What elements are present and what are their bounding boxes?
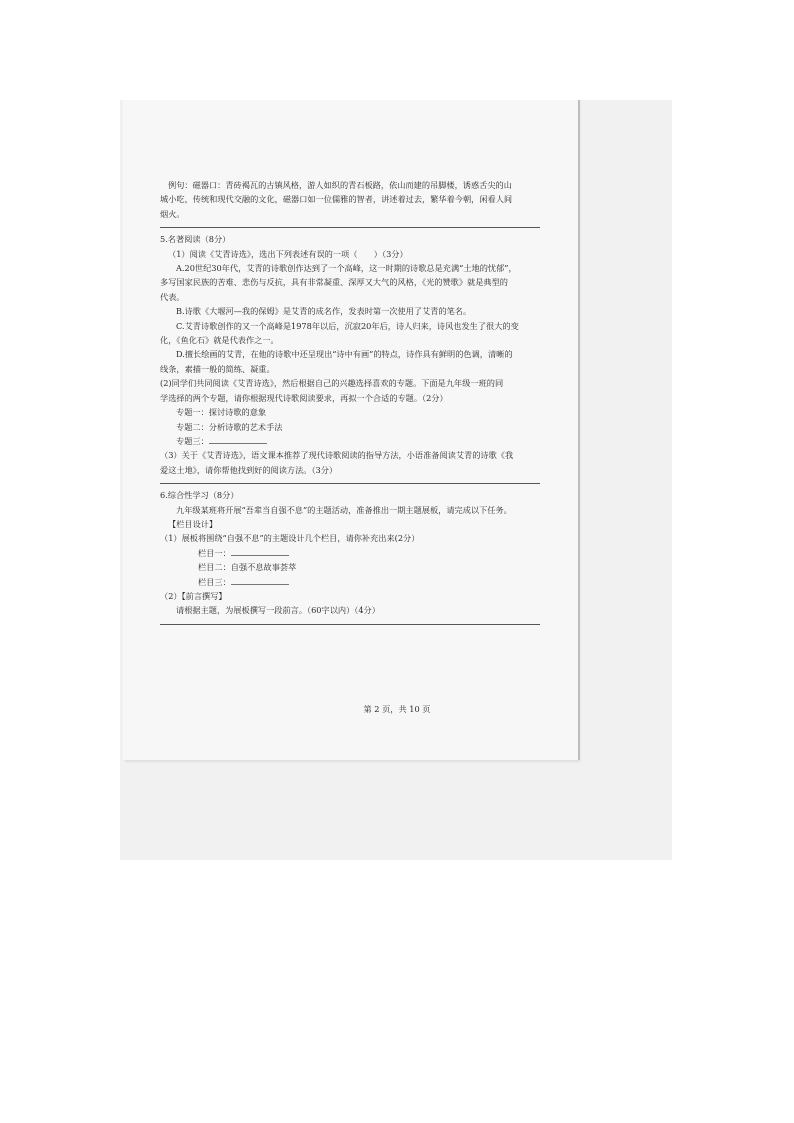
question-5-title: 5.名著阅读（8分） bbox=[160, 234, 231, 245]
q5-sub3-1: （3）关于《艾青诗选》，语文课本推荐了现代诗歌阅读的指导方法，小语准备阅读艾青的诗歌《我 bbox=[160, 450, 514, 461]
page-content bbox=[160, 178, 560, 629]
question-6-title: 6.综合性学习（8分） bbox=[160, 490, 239, 501]
q5-option-c-1: C.艾青诗歌创作的又一个高峰是1978年以后，沉寂20年后，诗人归来，诗风也发生了很大的变 bbox=[176, 320, 519, 331]
q6-column-1 bbox=[160, 546, 560, 560]
page-number: 第 2 页，共 10 页 bbox=[363, 704, 431, 714]
answer-line bbox=[160, 624, 540, 625]
q5-topic-1: 专题一：探讨诗歌的意象 bbox=[176, 407, 267, 418]
q6-sub1: （1）展板将围绕“自强不息”的主题设计几个栏目，请你补充出来(2分） bbox=[160, 533, 420, 544]
q5-topic-2: 专题二：分析诗歌的艺术手法 bbox=[176, 421, 283, 432]
example-line-1: 例句：磁器口：青砖褐瓦的古镇风格，游人如织的青石板路，依山而建的吊脚楼，诱惑舌尖的山 bbox=[168, 180, 512, 190]
q5-option-a-3: 代表。 bbox=[160, 291, 185, 302]
q6-sub2: （2）【前言撰写】 bbox=[160, 590, 227, 601]
q5-option-c-2: 化，《鱼化石》就是代表作之一。 bbox=[160, 335, 279, 346]
q5-sub3-2: 爱这土地》，请你帮他找到好的阅读方法。（3分） bbox=[160, 464, 338, 475]
example-line-2: 城小吃，传统和现代交融的文化，磁器口如一位儒雅的智者，讲述着过去，繁华着今朝，闲看人间 bbox=[160, 194, 513, 205]
q6-section-1: 【栏目设计】 bbox=[168, 518, 218, 529]
q5-topic-3-label: 专题三： bbox=[176, 435, 209, 446]
answer-blank bbox=[209, 434, 267, 444]
q5-sub2-1: (2)同学们共同阅读《艾青诗选》，然后根据自己的兴趣选择喜欢的专题。下面是九年级一班的同 bbox=[160, 378, 504, 389]
answer-blank bbox=[231, 546, 289, 556]
q5-option-a-1: A.20世纪30年代，艾青的诗歌创作达到了一个高峰，这一时期的诗歌总是充满“土地的忧郁”， bbox=[176, 263, 517, 274]
q6-column-3 bbox=[160, 575, 560, 589]
answer-line bbox=[160, 483, 540, 484]
page-edge bbox=[578, 100, 580, 760]
q5-option-d-2: 线条，素描一般的简练、凝重。 bbox=[160, 363, 275, 374]
q6-column-3-label: 栏目三： bbox=[198, 576, 231, 587]
q5-option-d-1: D.擅长绘画的艾青，在他的诗歌中还呈现出“诗中有画”的特点，诗作具有鲜明的色调，清晰的 bbox=[176, 349, 513, 360]
q6-task: 请根据主题，为展板撰写一段前言。（60字以内）（4分） bbox=[176, 605, 380, 616]
q5-option-b: B.诗歌《大堰河—我的保姆》是艾青的成名作，发表时第一次使用了艾青的笔名。 bbox=[176, 306, 472, 317]
answer-line bbox=[160, 227, 540, 228]
q6-column-1-label: 栏目一： bbox=[198, 547, 231, 558]
answer-blank bbox=[231, 575, 289, 585]
q5-option-a-2: 多写国家民族的苦难、悲伤与反抗，具有非常凝重、深厚又大气的风格，《光的赞歌》就是典型的 bbox=[160, 277, 508, 288]
q5-topic-3 bbox=[160, 434, 560, 448]
q5-sub2-2: 学选择的两个专题，请你根据现代诗歌阅读要求，再拟一个合适的专题。（2分） bbox=[160, 392, 448, 403]
q6-intro: 九年级某班将开展“吾辈当自强不息”的主题活动，准备推出一期主题展板，请完成以下任务。 bbox=[176, 504, 512, 515]
q6-column-2: 栏目二：自强不息故事荟萃 bbox=[198, 562, 297, 573]
q5-sub1: （1）阅读《艾青诗选》，选出下列表述有误的一项（ ）（3分） bbox=[168, 248, 408, 259]
example-line-3: 烟火。 bbox=[160, 208, 185, 219]
